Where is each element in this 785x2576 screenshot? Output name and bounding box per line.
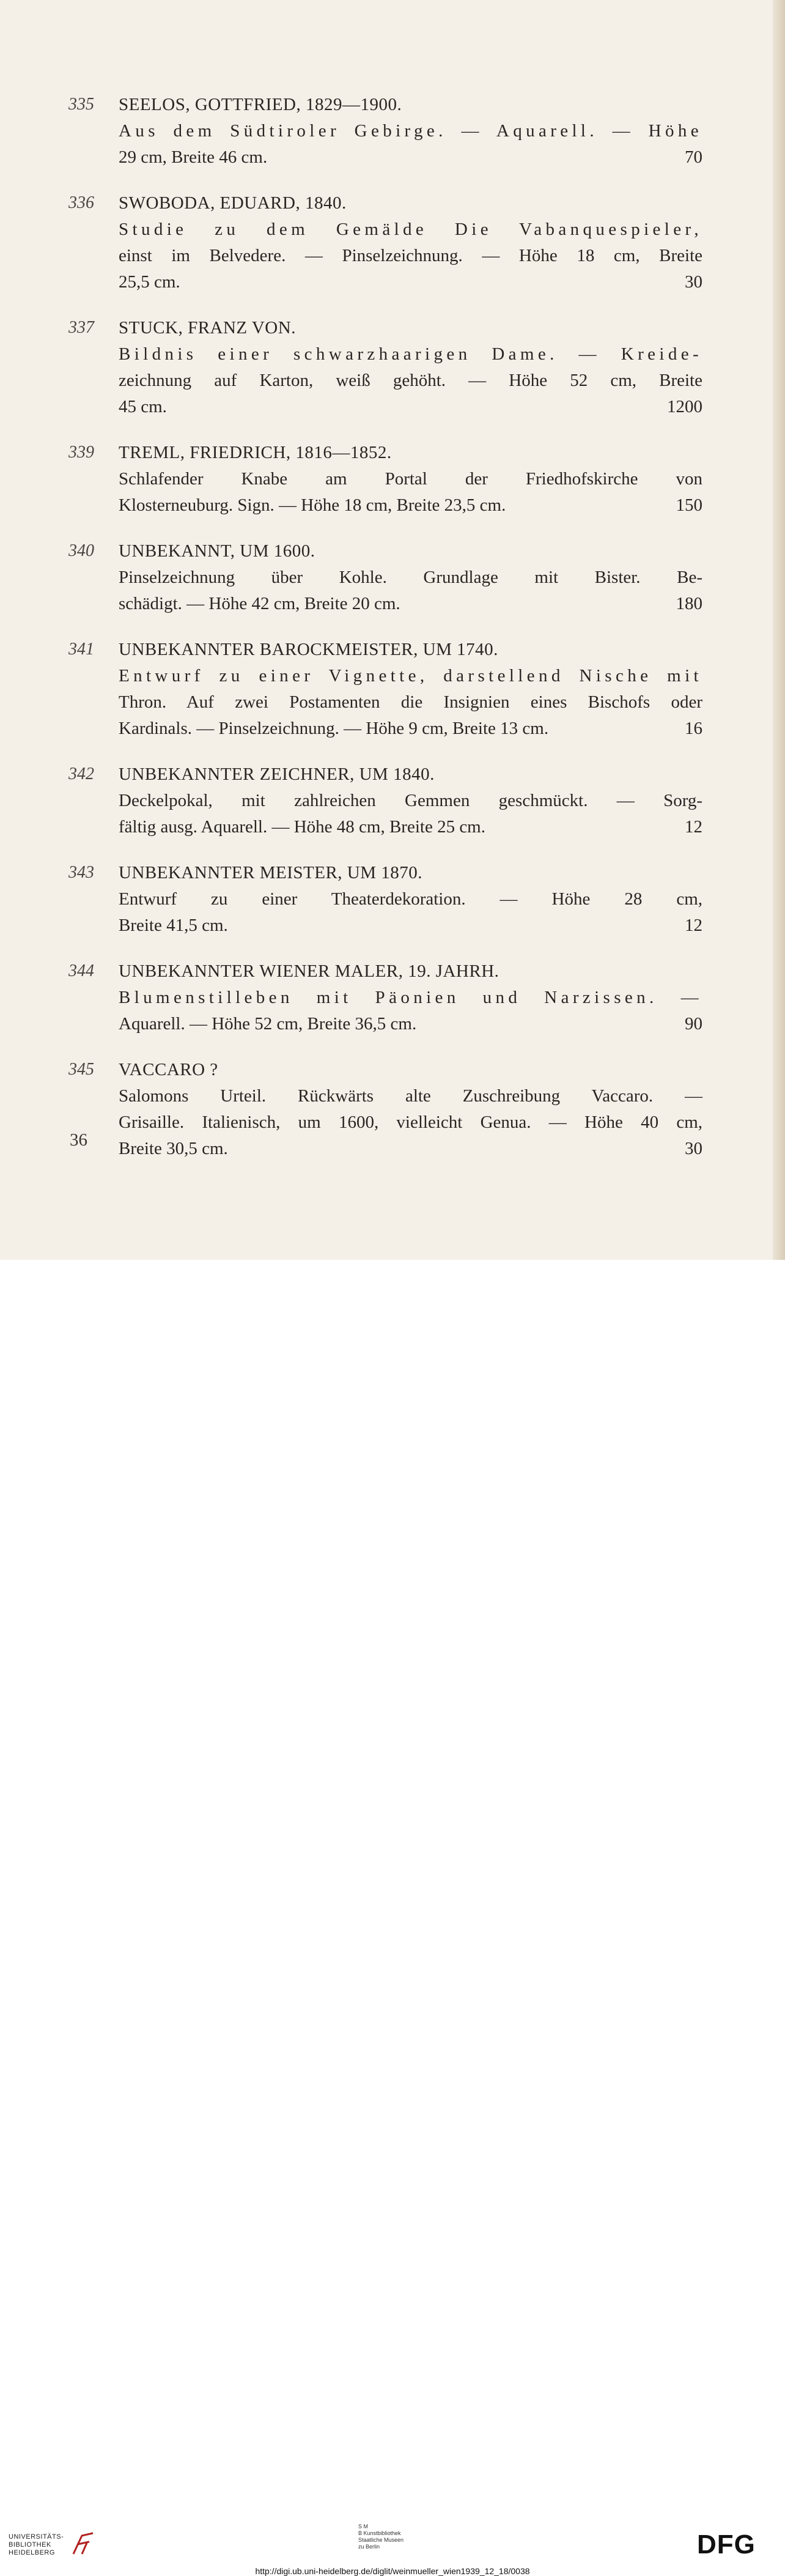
library-logo-line: HEIDELBERG (9, 2549, 55, 2556)
stamp-line: S M (358, 2523, 369, 2530)
dfg-logo: DFG (697, 2530, 756, 2559)
catalog-entry (0, 538, 785, 617)
entry-text-line: 45 cm. (119, 397, 167, 416)
entry-text-line: Kardinals. — Pinselzeichnung. — Höhe 9 cm, Breite 13 cm. (119, 719, 549, 738)
lot-number: 337 (68, 318, 94, 337)
catalog-entry (0, 860, 785, 939)
viewer-footer (0, 1260, 785, 2576)
entry-text-line: Bildnis einer schwarzhaarigen Dame. — Kreide- (119, 344, 702, 364)
entry-text-line: Breite 30,5 cm. (119, 1139, 228, 1158)
entry-text-line: Entwurf zu einer Vignette, darstellend Nische mit (119, 666, 702, 686)
stamp-line: B Kunstbibliothek (358, 2530, 401, 2536)
catalog-entry (0, 1057, 785, 1162)
entry-text-line: Grisaille. Italienisch, um 1600, vielleicht Genua. — Höhe 40 cm, (119, 1112, 702, 1132)
library-logo-line: BIBLIOTHEK (9, 2541, 51, 2548)
lot-price: 180 (676, 594, 702, 613)
entry-heading: UNBEKANNTER ZEICHNER, UM 1840. (119, 764, 435, 784)
lot-price: 150 (676, 495, 702, 515)
lot-price: 12 (685, 817, 702, 837)
catalog-entries (0, 92, 785, 1182)
entry-heading: UNBEKANNTER BAROCKMEISTER, UM 1740. (119, 640, 498, 659)
lot-number: 344 (68, 961, 94, 980)
library-logo-line: UNIVERSITÄTS- (9, 2533, 64, 2541)
entry-text-line: Salomons Urteil. Rückwärts alte Zuschreibung Vaccaro. — (119, 1086, 702, 1106)
lot-number: 336 (68, 193, 94, 212)
catalog-entry (0, 958, 785, 1037)
entry-text-line: 29 cm, Breite 46 cm. (119, 147, 268, 167)
entry-heading: SWOBODA, EDUARD, 1840. (119, 193, 347, 213)
catalog-entry (0, 92, 785, 171)
lot-price: 30 (685, 1139, 702, 1158)
lot-number: 339 (68, 443, 94, 462)
university-library-logo (9, 2533, 64, 2557)
entry-heading: UNBEKANNTER WIENER MALER, 19. JAHRH. (119, 961, 499, 981)
entry-text-line: Breite 41,5 cm. (119, 916, 228, 935)
museum-stamp (358, 2523, 404, 2550)
entry-text-line: Deckelpokal, mit zahlreichen Gemmen geschmückt. — Sorg- (119, 791, 702, 810)
catalog-page (0, 0, 785, 1260)
entry-text-line: Thron. Auf zwei Postamenten die Insignien eines Bischofs oder (119, 692, 702, 712)
entry-heading: TREML, FRIEDRICH, 1816—1852. (119, 443, 392, 462)
catalog-entry (0, 315, 785, 420)
lot-price: 30 (685, 272, 702, 292)
entry-text-line: zeichnung auf Karton, weiß gehöht. — Höhe 52 cm, Breite (119, 371, 702, 390)
lot-number: 345 (68, 1060, 94, 1079)
entry-heading: UNBEKANNTER MEISTER, UM 1870. (119, 863, 423, 883)
lot-price: 70 (685, 147, 702, 167)
entry-text-line: Studie zu dem Gemälde Die Vabanquespieler, (119, 220, 702, 239)
entry-text-line: einst im Belvedere. — Pinselzeichnung. — Höhe 18 cm, Breite (119, 246, 702, 265)
lot-price: 16 (685, 719, 702, 738)
entry-text-line: Entwurf zu einer Theaterdekoration. — Höhe 28 cm, (119, 889, 702, 909)
lot-number: 340 (68, 541, 94, 560)
entry-text-line: Aus dem Südtiroler Gebirge. — Aquarell. — Höhe (119, 121, 702, 141)
catalog-entry (0, 190, 785, 295)
entry-text-line: Aquarell. — Höhe 52 cm, Breite 36,5 cm. (119, 1014, 417, 1034)
catalog-entry (0, 637, 785, 742)
lot-price: 90 (685, 1014, 702, 1034)
stamp-line: Staatliche Museen (358, 2537, 404, 2543)
entry-text-line: Blumenstilleben mit Päonien und Narzissen. — (119, 988, 702, 1007)
entry-text-line: Schlafender Knabe am Portal der Friedhofskirche von (119, 469, 702, 489)
entry-text-line: fältig ausg. Aquarell. — Höhe 48 cm, Breite 25 cm. (119, 817, 485, 837)
lot-price: 12 (685, 916, 702, 935)
entry-heading: SEELOS, GOTTFRIED, 1829—1900. (119, 95, 402, 114)
entry-heading: VACCARO ? (119, 1060, 218, 1079)
stamp-line: zu Berlin (358, 2544, 380, 2550)
catalog-entry (0, 440, 785, 519)
source-url[interactable]: http://digi.ub.uni-heidelberg.de/diglit/weinmueller_wien1939_12_18/0038 (255, 2566, 530, 2576)
entry-text-line: schädigt. — Höhe 42 cm, Breite 20 cm. (119, 594, 400, 613)
entry-heading: STUCK, FRANZ VON. (119, 318, 296, 338)
page-number: 36 (70, 1130, 87, 1150)
lot-number: 341 (68, 640, 94, 659)
entry-text-line: 25,5 cm. (119, 272, 180, 292)
catalog-entry (0, 761, 785, 840)
lot-price: 1200 (667, 397, 702, 416)
entry-text-line: Pinselzeichnung über Kohle. Grundlage mit Bister. Be- (119, 568, 702, 587)
lot-number: 343 (68, 863, 94, 882)
library-emblem-icon (70, 2531, 97, 2558)
entry-text-line: Klosterneuburg. Sign. — Höhe 18 cm, Breite 23,5 cm. (119, 495, 506, 515)
lot-number: 342 (68, 764, 94, 783)
entry-heading: UNBEKANNT, UM 1600. (119, 541, 315, 561)
lot-number: 335 (68, 95, 94, 114)
